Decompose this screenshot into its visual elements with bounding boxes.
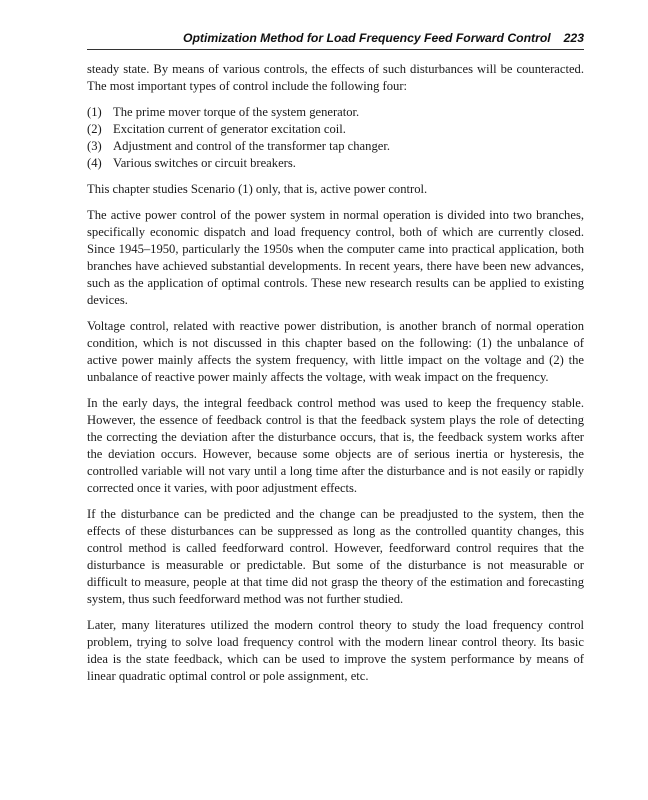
chapter-title: Optimization Method for Load Frequency Feed Forward Control [182,31,551,45]
list-item-text: Excitation current of generator excitation coil. [113,122,346,136]
list-item [87,104,584,121]
paragraph-4: Voltage control, related with reactive power distribution, is another branch of normal operation condition, which is not discussed in this chapter based on the following: (1) the unbalance of active power mainly affects the system frequency, with little impact on the voltage and (2) the unbalance of reactive power mainly affects the voltage, with weak impact on the frequency. [87,319,584,384]
control-types-list [87,104,584,172]
paragraph-5: In the early days, the integral feedback control method was used to keep the frequency stable. However, the essence of feedback control is that the feedback system plays the role of detecting the correcting the deviation after the disturbance occurs, that is, the feedback system works after the deviation occurs. However, because some objects are of serious inertia or hysteresis, the controlled variable will not vary until a long time after the disturbance and is not easily or rapidly corrected once it varies, with poor adjustment effects. [87,396,584,495]
list-item-number: (4) [87,156,102,170]
list-item-text: The prime mover torque of the system generator. [113,105,360,119]
list-item-text: Various switches or circuit breakers. [113,156,296,170]
header-rule [87,49,584,50]
document-page [87,0,584,800]
list-item-number: (3) [87,139,102,153]
page-number: 223 [563,31,584,45]
paragraph-7: Later, many literatures utilized the modern control theory to study the load frequency control problem, trying to solve load frequency control with the modern linear control theory. Its basic idea is the state feedback, which can be used to improve the system performance by means of linear quadratic optimal control or pole assignment, etc. [87,618,584,683]
paragraph-2: This chapter studies Scenario (1) only, that is, active power control. [87,182,428,196]
paragraph-1: steady state. By means of various controls, the effects of such disturbances will be counteracted. The most important types of control include the following four: [87,62,584,93]
list-item-number: (1) [87,105,102,119]
body-text [87,61,584,694]
list-item [87,121,584,138]
list-item [87,138,584,155]
list-item-number: (2) [87,122,102,136]
paragraph-6: If the disturbance can be predicted and the change can be preadjusted to the system, then the effects of these disturbances can be suppressed as long as the controlled quantity changes, this control method is called feedforward control. However, feedforward control requires that the disturbance is measurable or predictable. But some of the disturbance is not measurable or difficult to measure, people at that time did not grasp the theory of the estimation and forecasting system, thus such feedforward method was not further studied. [87,507,584,606]
paragraph-3: The active power control of the power system in normal operation is divided into two branches, specifically economic dispatch and load frequency control, both of which are currently closed. Since 1945–1950, particularly the 1950s when the computer came into practical application, both branches have achieved substantial developments. In recent years, there have been new advances, such as the application of optimal controls. These new research results can be applied to existing devices. [87,208,584,307]
running-header [87,31,584,45]
list-item [87,155,584,172]
list-item-text: Adjustment and control of the transformer tap changer. [113,139,390,153]
